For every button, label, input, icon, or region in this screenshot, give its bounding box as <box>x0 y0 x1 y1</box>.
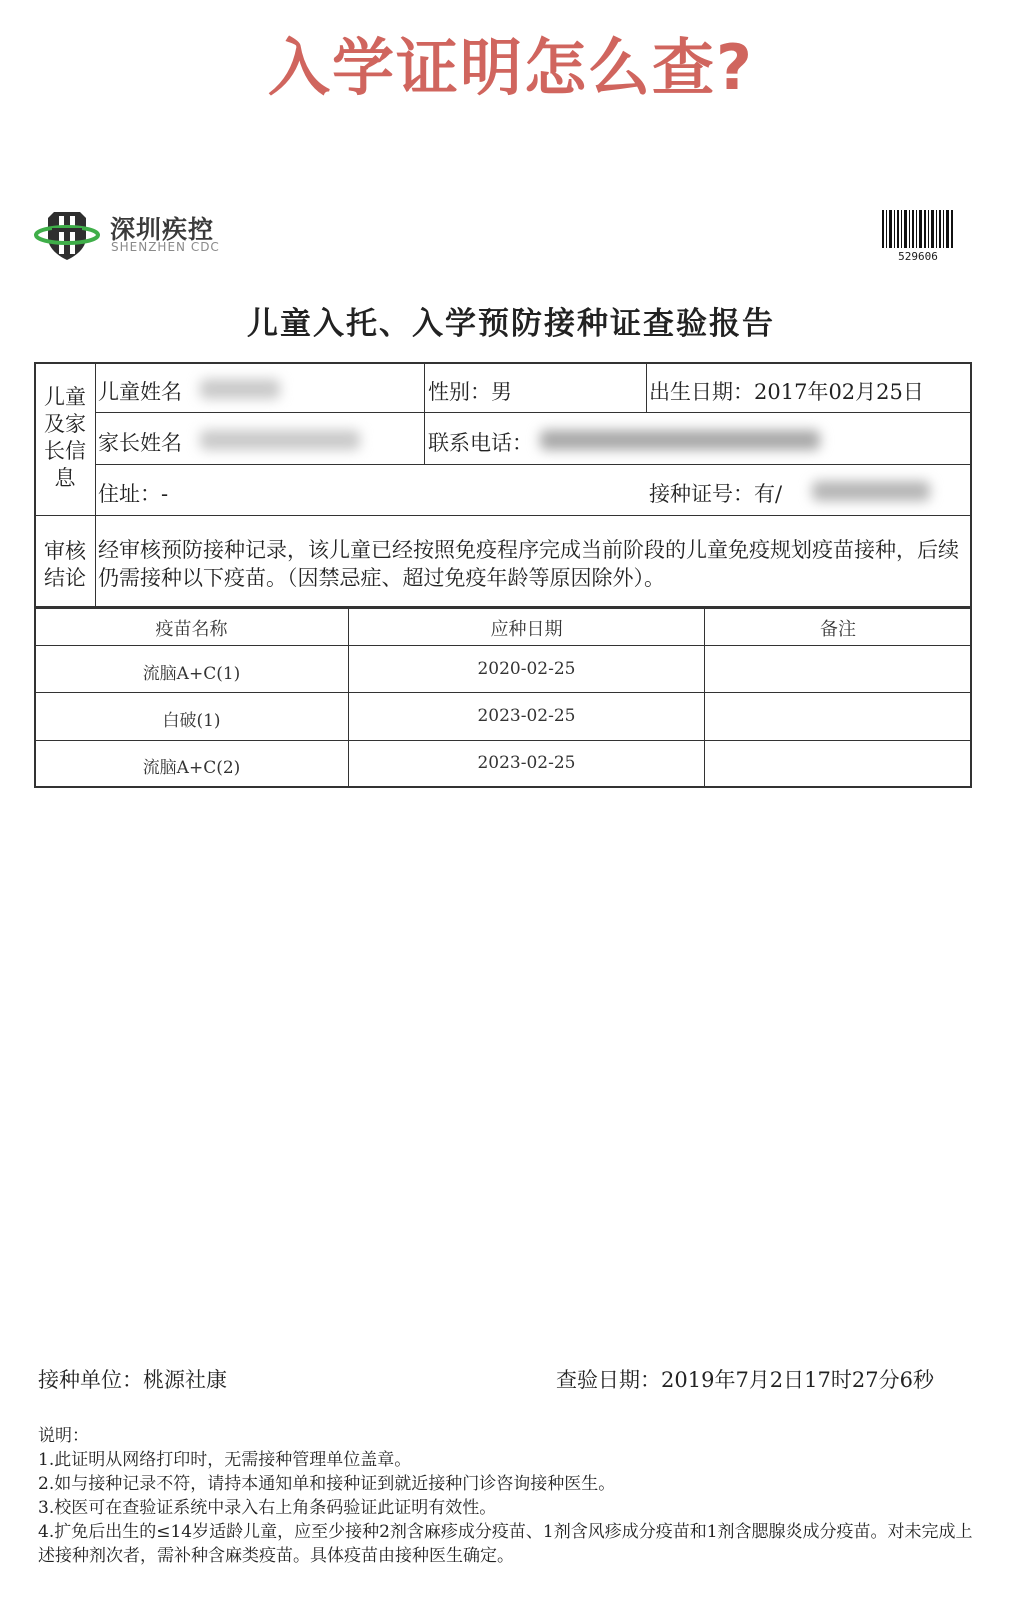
logo-name-en: SHENZHEN CDC <box>111 240 220 254</box>
due-date-cell: 2020-02-25 <box>477 659 576 679</box>
vaccine-name-header: 疫苗名称 <box>155 619 228 640</box>
vaccine-name-cell: 白破(1) <box>162 711 221 731</box>
note-item: 4.扩免后出生的≤14岁适龄儿童，应至少接种2剂含麻疹成分疫苗、1剂含风疹成分疫苗和1剂含腮腺炎成分疫苗。对未完成上述接种剂次者，需补种含麻类疫苗。具体疫苗由接种医生确定。 <box>38 1522 973 1566</box>
remark-header: 备注 <box>820 619 856 640</box>
note-item: 2.如与接种记录不符，请持本通知单和接种证到就近接种门诊咨询接种医生。 <box>38 1474 616 1494</box>
child-name-label: 儿童姓名 <box>98 380 182 404</box>
review-text: 经审核预防接种记录，该儿童已经按照免疫程序完成当前阶段的儿童免疫规划疫苗接种，后续仍需接种以下疫苗。（因禁忌症、超过免疫年龄等原因除外）。 <box>98 538 959 590</box>
redacted-cert-number <box>812 481 930 501</box>
vaccine-name-cell: 流脑A+C(1) <box>142 664 241 684</box>
check-date: 查验日期：2019年7月2日17时27分6秒 <box>556 1368 934 1392</box>
review-label: 审核结论 <box>44 539 86 590</box>
birth-date-field: 出生日期：2017年02月25日 <box>649 380 924 404</box>
note-item: 1.此证明从网络打印时，无需接种管理单位盖章。 <box>38 1450 412 1470</box>
gender-field: 性别：男 <box>428 380 512 404</box>
notes-title: 说明： <box>38 1426 89 1446</box>
logo-name-cn: 深圳疾控 <box>110 215 215 244</box>
phone-label: 联系电话： <box>428 431 533 455</box>
redacted-phone <box>540 430 820 450</box>
vaccination-unit: 接种单位：桃源社康 <box>38 1368 227 1392</box>
due-date-cell: 2023-02-25 <box>477 753 576 773</box>
vaccine-name-cell: 流脑A+C(2) <box>142 758 241 778</box>
barcode-number: 529606 <box>898 250 938 263</box>
redacted-child-name <box>200 379 280 399</box>
barcode <box>882 210 954 248</box>
page-headline: 入学证明怎么查? <box>268 31 754 104</box>
due-date-cell: 2023-02-25 <box>477 706 576 726</box>
address-field: 住址：- <box>98 482 169 506</box>
parent-name-label: 家长姓名 <box>98 431 182 455</box>
notes-block <box>38 1424 988 1568</box>
shenzhen-cdc-logo <box>34 206 294 266</box>
info-section-label: 儿童及家长信息 <box>44 385 86 490</box>
cdc-emblem-icon <box>34 206 100 262</box>
redacted-parent-name <box>200 430 360 450</box>
report-title: 儿童入托、入学预防接种证查验报告 <box>247 306 775 342</box>
vaccination-cert-label: 接种证号：有/ <box>649 482 783 506</box>
note-item: 3.校医可在查验证系统中录入右上角条码验证此证明有效性。 <box>38 1498 497 1518</box>
due-date-header: 应种日期 <box>490 619 563 640</box>
